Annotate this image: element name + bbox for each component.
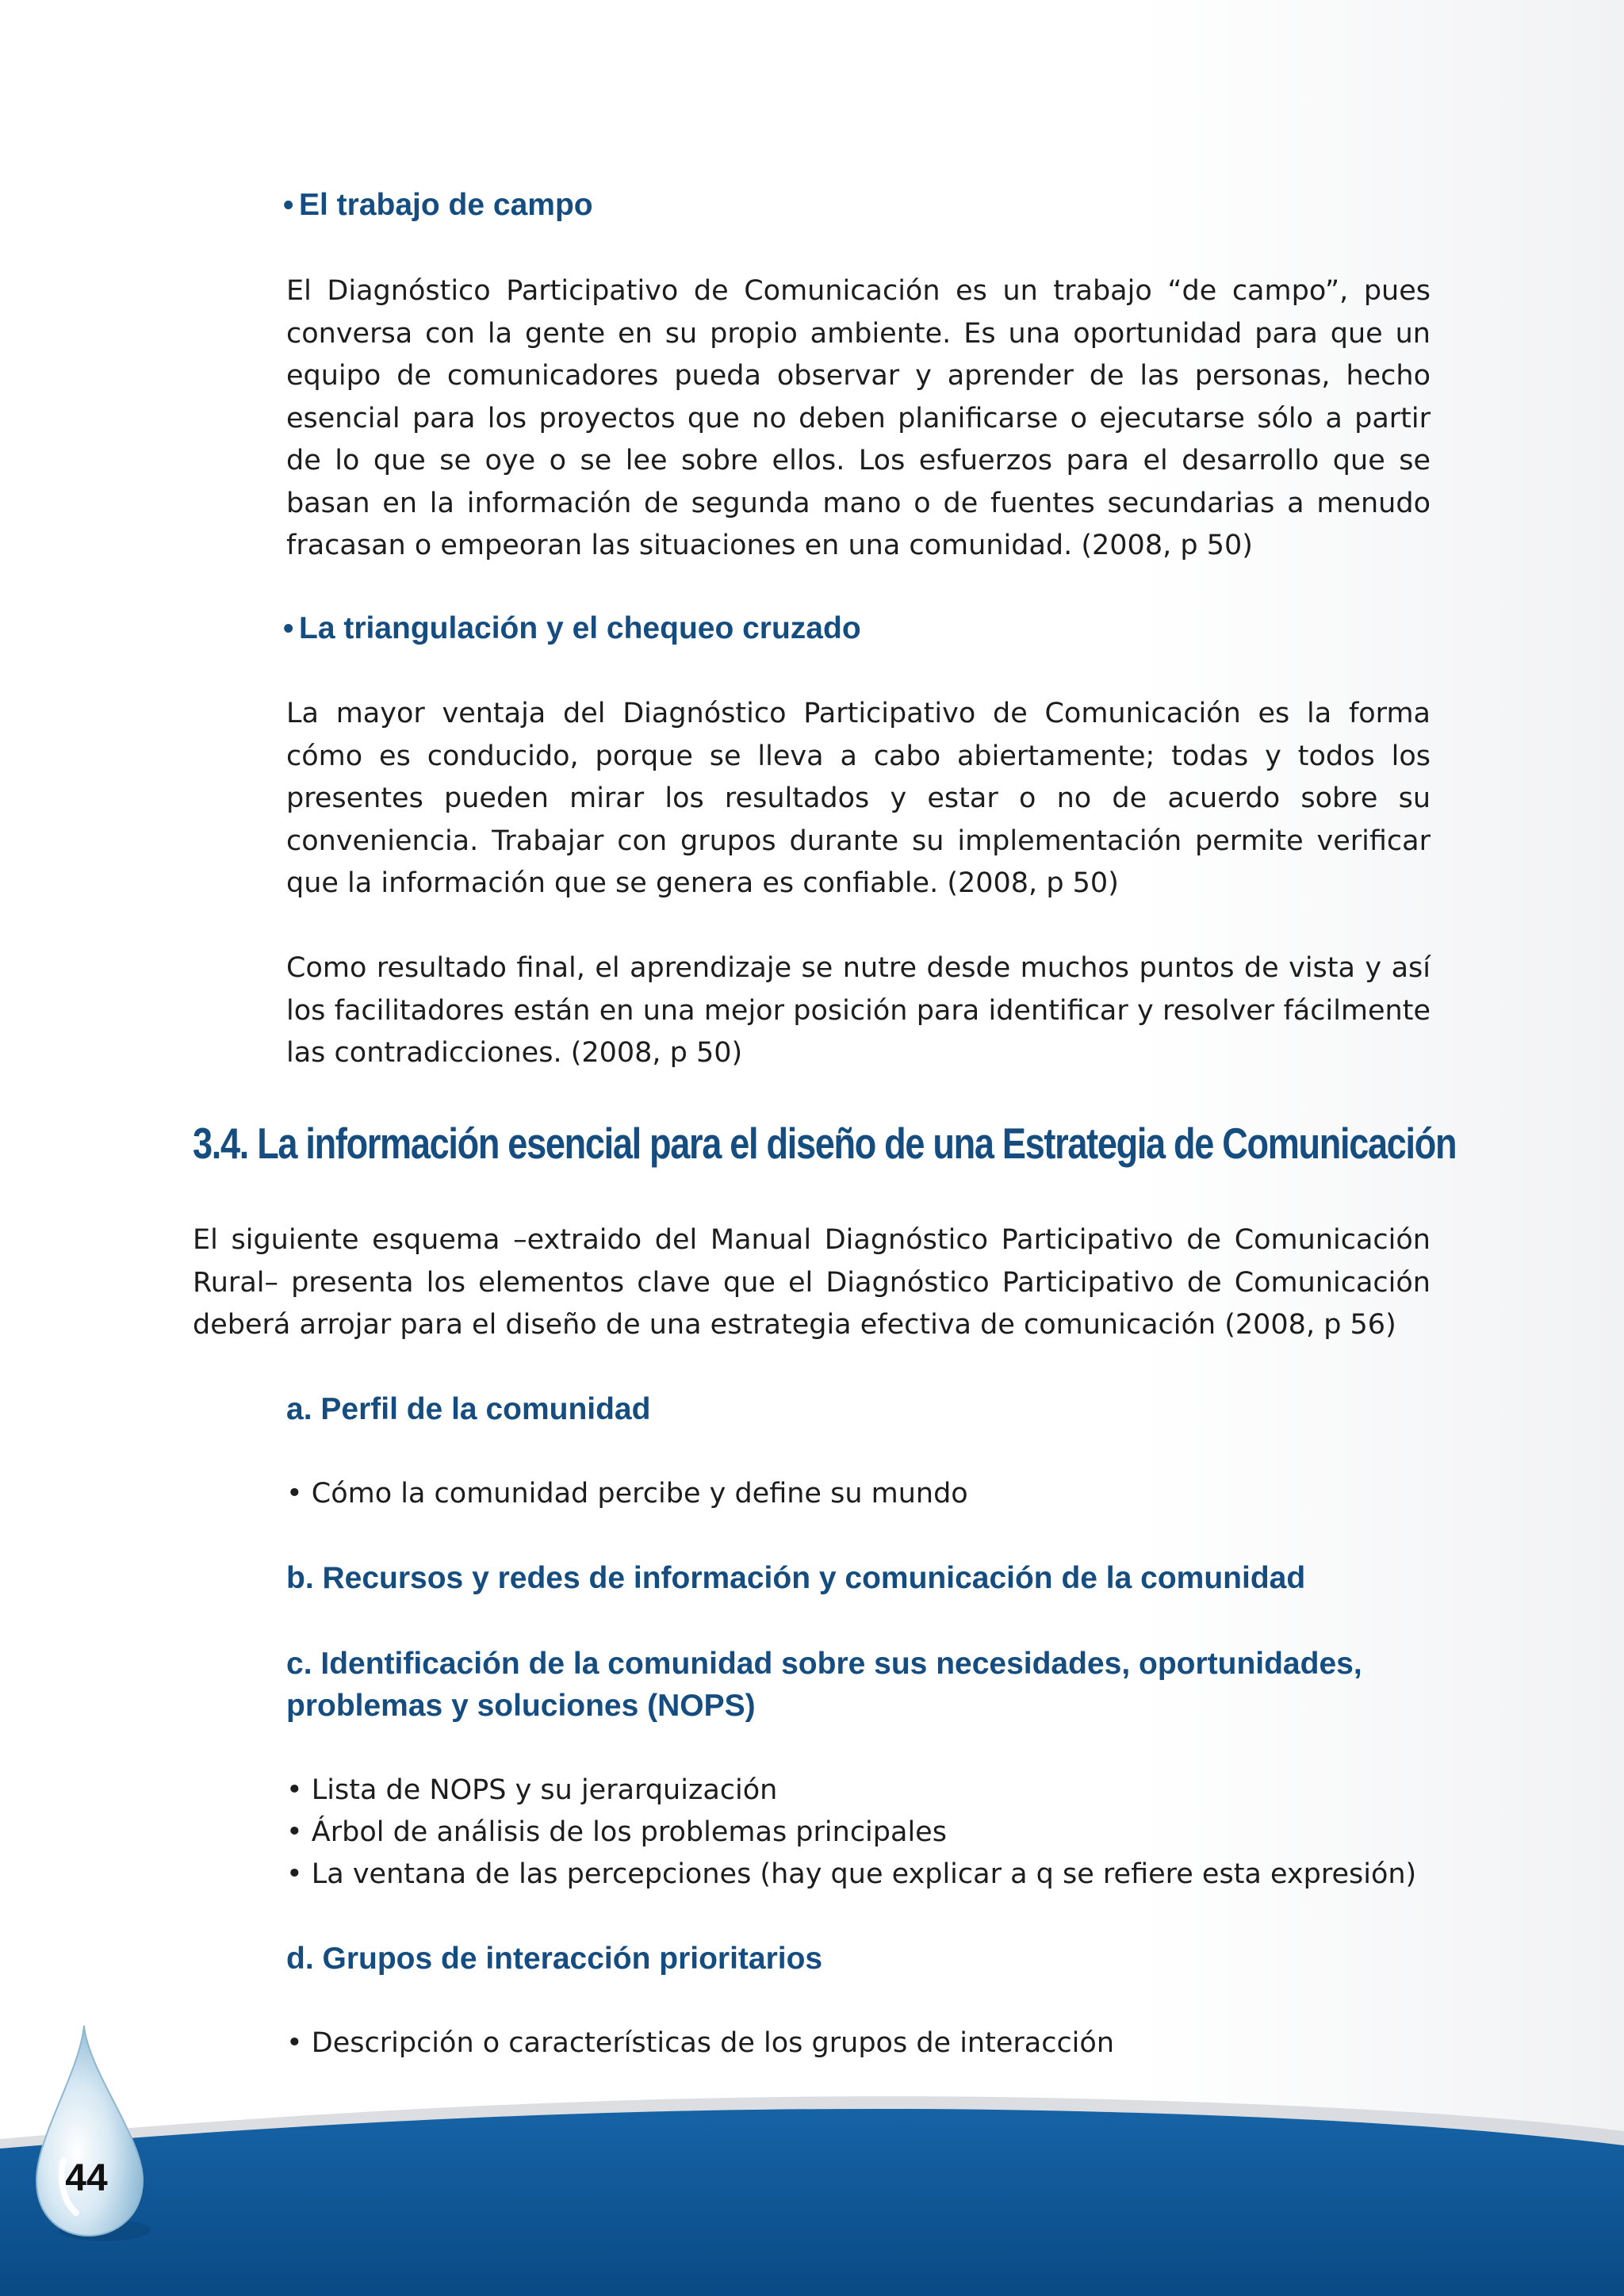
heading-recursos-redes: b. Recursos y redes de información y comunicación de la comunidad [286,1561,1306,1595]
heading-perfil-comunidad: a. Perfil de la comunidad [286,1392,651,1426]
list-item: • Cómo la comunidad percibe y define su mundo [286,1478,968,1510]
section-title-3-4: 3.4. La información esencial para el diseño de una Estrategia de Comunicación [193,1119,1457,1168]
list-item: • Lista de NOPS y su jerarquización [286,1774,778,1806]
heading-grupos-interaccion: d. Grupos de interacción prioritarios [286,1942,823,1976]
paragraph-triangulacion-1: La mayor ventaja del Diagnóstico Participativo de Comunicación es la forma cómo es conducido, porque se lleva a cabo abiertamente; todas y todos los presentes pueden mirar los resultados y estar o no de acuerdo sobre su conveniencia. Trabajar con grupos durante su implementación permite verificar que la información que se genera es confiable. (2008, p 50) [286,698,1431,899]
heading-identificacion-nops-cont: problemas y soluciones (NOPS) [286,1689,756,1723]
heading-trabajo-de-campo [283,184,593,227]
list-item: • Árbol de análisis de los problemas principales [286,1816,947,1848]
heading-triangulacion [283,607,861,650]
section-intro: El siguiente esquema –extraido del Manual Diagnóstico Participativo de Comunicación Rural– presenta los elementos clave que el Diagnóstico Participativo de Comunicación deberá arrojar para el diseño de una estrategia efectiva de comunicación (2008, p 56) [193,1224,1431,1341]
heading-text: La triangulación y el chequeo cruzado [299,611,861,645]
list-item: • Descripción o características de los grupos de interacción [286,2027,1115,2059]
heading-identificacion-nops: c. Identificación de la comunidad sobre sus necesidades, oportunidades, [286,1647,1362,1681]
heading-text: El trabajo de campo [299,188,593,222]
bullet-icon: • [283,189,294,222]
paragraph-triangulacion-2: Como resultado final, el aprendizaje se nutre desde muchos puntos de vista y así los facilitadores están en una mejor posición para identificar y resolver fácilmente las contradicciones. (2008, p 50) [286,952,1431,1069]
bullet-icon: • [283,612,294,645]
page-number: 44 [65,2157,108,2199]
paragraph-trabajo-de-campo: El Diagnóstico Participativo de Comunicación es un trabajo “de campo”, pues conversa con la gente en su propio ambiente. Es una oportunidad para que un equipo de comunicadores pueda observar y aprender de las personas, hecho esencial para los proyectos que no deben planificarse o ejecutarse sólo a partir de lo que se oye o se lee sobre ellos. Los esfuerzos para el desarrollo que se basan en la información de segunda mano o de fuentes secundarias a menudo fracasan o empeoran las situaciones en una comunidad. (2008, p 50) [286,275,1431,561]
water-drop-icon [32,2018,159,2256]
footer-wave [0,2093,1624,2296]
list-item: • La ventana de las percepciones (hay que explicar a q se refiere esta expresión) [286,1858,1417,1890]
